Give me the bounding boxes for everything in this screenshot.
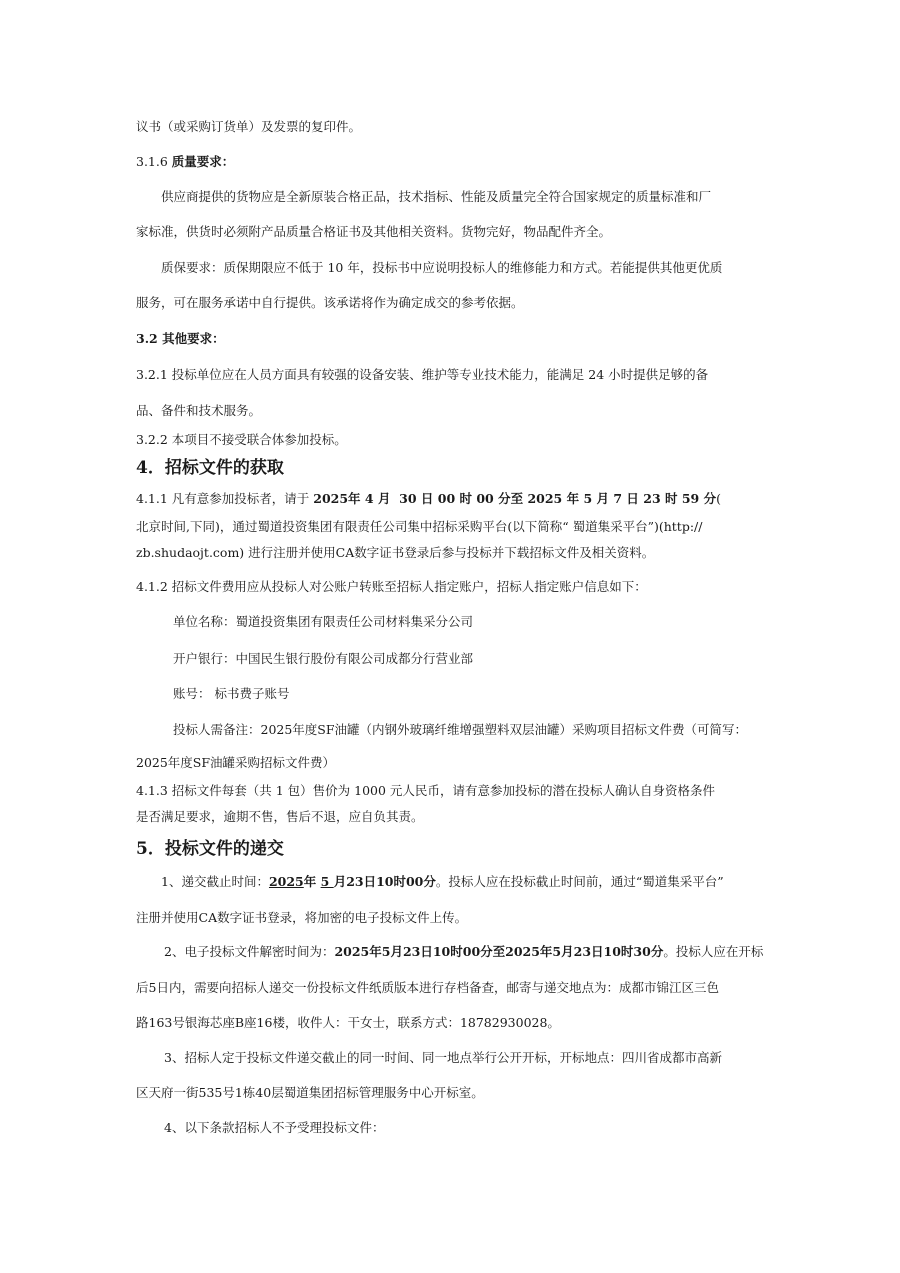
account-unit-name: 单位名称：蜀道投资集团有限责任公司材料集采分公司 xyxy=(173,614,474,629)
submission-deadline-line-2: 注册并使用CA数字证书登录，将加密的电子投标文件上传。 xyxy=(136,910,468,925)
clause-4-1-2: 4.1.2 招标文件费用应从投标人对公账户转账至招标人指定账户，招标人指定账户信息如下： xyxy=(136,579,647,594)
section-4-heading: 4．招标文件的获取 xyxy=(136,458,284,478)
warranty-paragraph-line-1: 质保要求：质保期限应不低于 10 年，投标书中应说明投标人的维修能力和方式。若能提供其他更优质 xyxy=(161,260,723,275)
clause-number: 3.1.6 xyxy=(136,154,172,169)
clause-4-1-1-line-1 xyxy=(136,491,721,507)
deadline-month: 5 xyxy=(320,874,334,889)
clause-3-2-2: 3.2.2 本项目不接受联合体参加投标。 xyxy=(136,432,347,447)
clause-text: 1、递交截止时间： xyxy=(161,874,269,889)
payment-remark-line-2: 2025年度SF油罐采购招标文件费） xyxy=(136,755,336,770)
quality-paragraph-line-2: 家标准，供货时必须附产品质量合格证书及其他相关资料。货物完好，物品配件齐全。 xyxy=(136,224,612,239)
deadline-year: 2025 xyxy=(268,874,304,889)
clause-title: 质量要求： xyxy=(171,154,235,169)
warranty-paragraph-line-2: 服务，可在服务承诺中自行提供。该承诺将作为确定成交的参考依据。 xyxy=(136,295,524,310)
clause-text: 。投标人应在投标截止时间前，通过“蜀道集采平台” xyxy=(435,874,724,889)
bid-opening-line-1: 3、招标人定于投标文件递交截止的同一时间、同一地点举行公开开标，开标地点：四川省成都市高新 xyxy=(164,1050,722,1065)
paragraph-continuation: 议书（或采购订货单）及发票的复印件。 xyxy=(136,119,362,134)
clause-text: 2、电子投标文件解密时间为： xyxy=(164,944,335,959)
clause-4-1-1-line-3: zb.shudaojt.com) 进行注册并使用CA数字证书登录后参与投标并下载招标文件及相关资料。 xyxy=(136,545,655,560)
clause-text: 4.1.1 凡有意参加投标者，请于 xyxy=(136,491,314,506)
section-5-heading: 5．投标文件的递交 xyxy=(136,839,284,859)
clause-3-2-heading: 3.2 其他要求： xyxy=(136,331,225,346)
decryption-time-line-2: 后5日内，需要向招标人递交一份投标文件纸质版本进行存档备查，邮寄与递交地点为：成都市锦江区三色 xyxy=(136,980,719,995)
decryption-time-line-3: 路163号银海芯座B座16楼，收件人：干女士，联系方式：18782930028。 xyxy=(136,1015,560,1030)
bid-opening-line-2: 区天府一街535号1栋40层蜀道集团招标管理服务中心开标室。 xyxy=(136,1085,484,1100)
clause-3-2-1-line-2: 品、备件和技术服务。 xyxy=(136,403,262,418)
account-bank: 开户银行：中国民生银行股份有限公司成都分行营业部 xyxy=(173,651,474,666)
clause-3-2-1-line-1: 3.2.1 投标单位应在人员方面具有较强的设备安装、维护等专业技术能力，能满足 24 小时提供足够的备 xyxy=(136,367,709,382)
rejection-clauses-heading: 4、以下条款招标人不予受理投标文件： xyxy=(164,1120,385,1135)
clause-4-1-3-line-1: 4.1.3 招标文件每套（共 1 包）售价为 1000 元人民币，请有意参加投标的潜在投标人确认自身资格条件 xyxy=(136,783,715,798)
decryption-period: 2025年5月23日10时00分至2025年5月23日10时30分 xyxy=(334,944,664,959)
clause-4-1-1-line-2: 北京时间,下同)，通过蜀道投资集团有限责任公司集中招标采购平台(以下简称“ 蜀道集采平台”)(http:// xyxy=(136,519,703,534)
payment-remark-line-1: 投标人需备注：2025年度SF油罐（内钢外玻璃纤维增强塑料双层油罐）采购项目招标文件费（可简写： xyxy=(173,722,748,737)
bidding-period: 2025年 4 月 30 日 00 时 00 分至 2025 年 5 月 7 日 23 时 59 分 xyxy=(313,491,717,506)
deadline-part: 年 xyxy=(303,874,321,889)
decryption-time-line-1 xyxy=(164,944,763,960)
submission-deadline-line-1 xyxy=(161,874,724,890)
clause-text: 。投标人应在开标 xyxy=(663,944,764,959)
clause-4-1-3-line-2: 是否满足要求，逾期不售，售后不退，应自负其责。 xyxy=(136,809,424,824)
clause-3-1-6-heading xyxy=(136,154,234,170)
quality-paragraph-line-1: 供应商提供的货物应是全新原装合格正品，技术指标、性能及质量完全符合国家规定的质量标准和厂 xyxy=(161,189,712,204)
account-number: 账号： 标书费子账号 xyxy=(173,686,290,701)
deadline-day-time: 月23日10时00分 xyxy=(333,874,436,889)
clause-text: ( xyxy=(716,491,721,506)
